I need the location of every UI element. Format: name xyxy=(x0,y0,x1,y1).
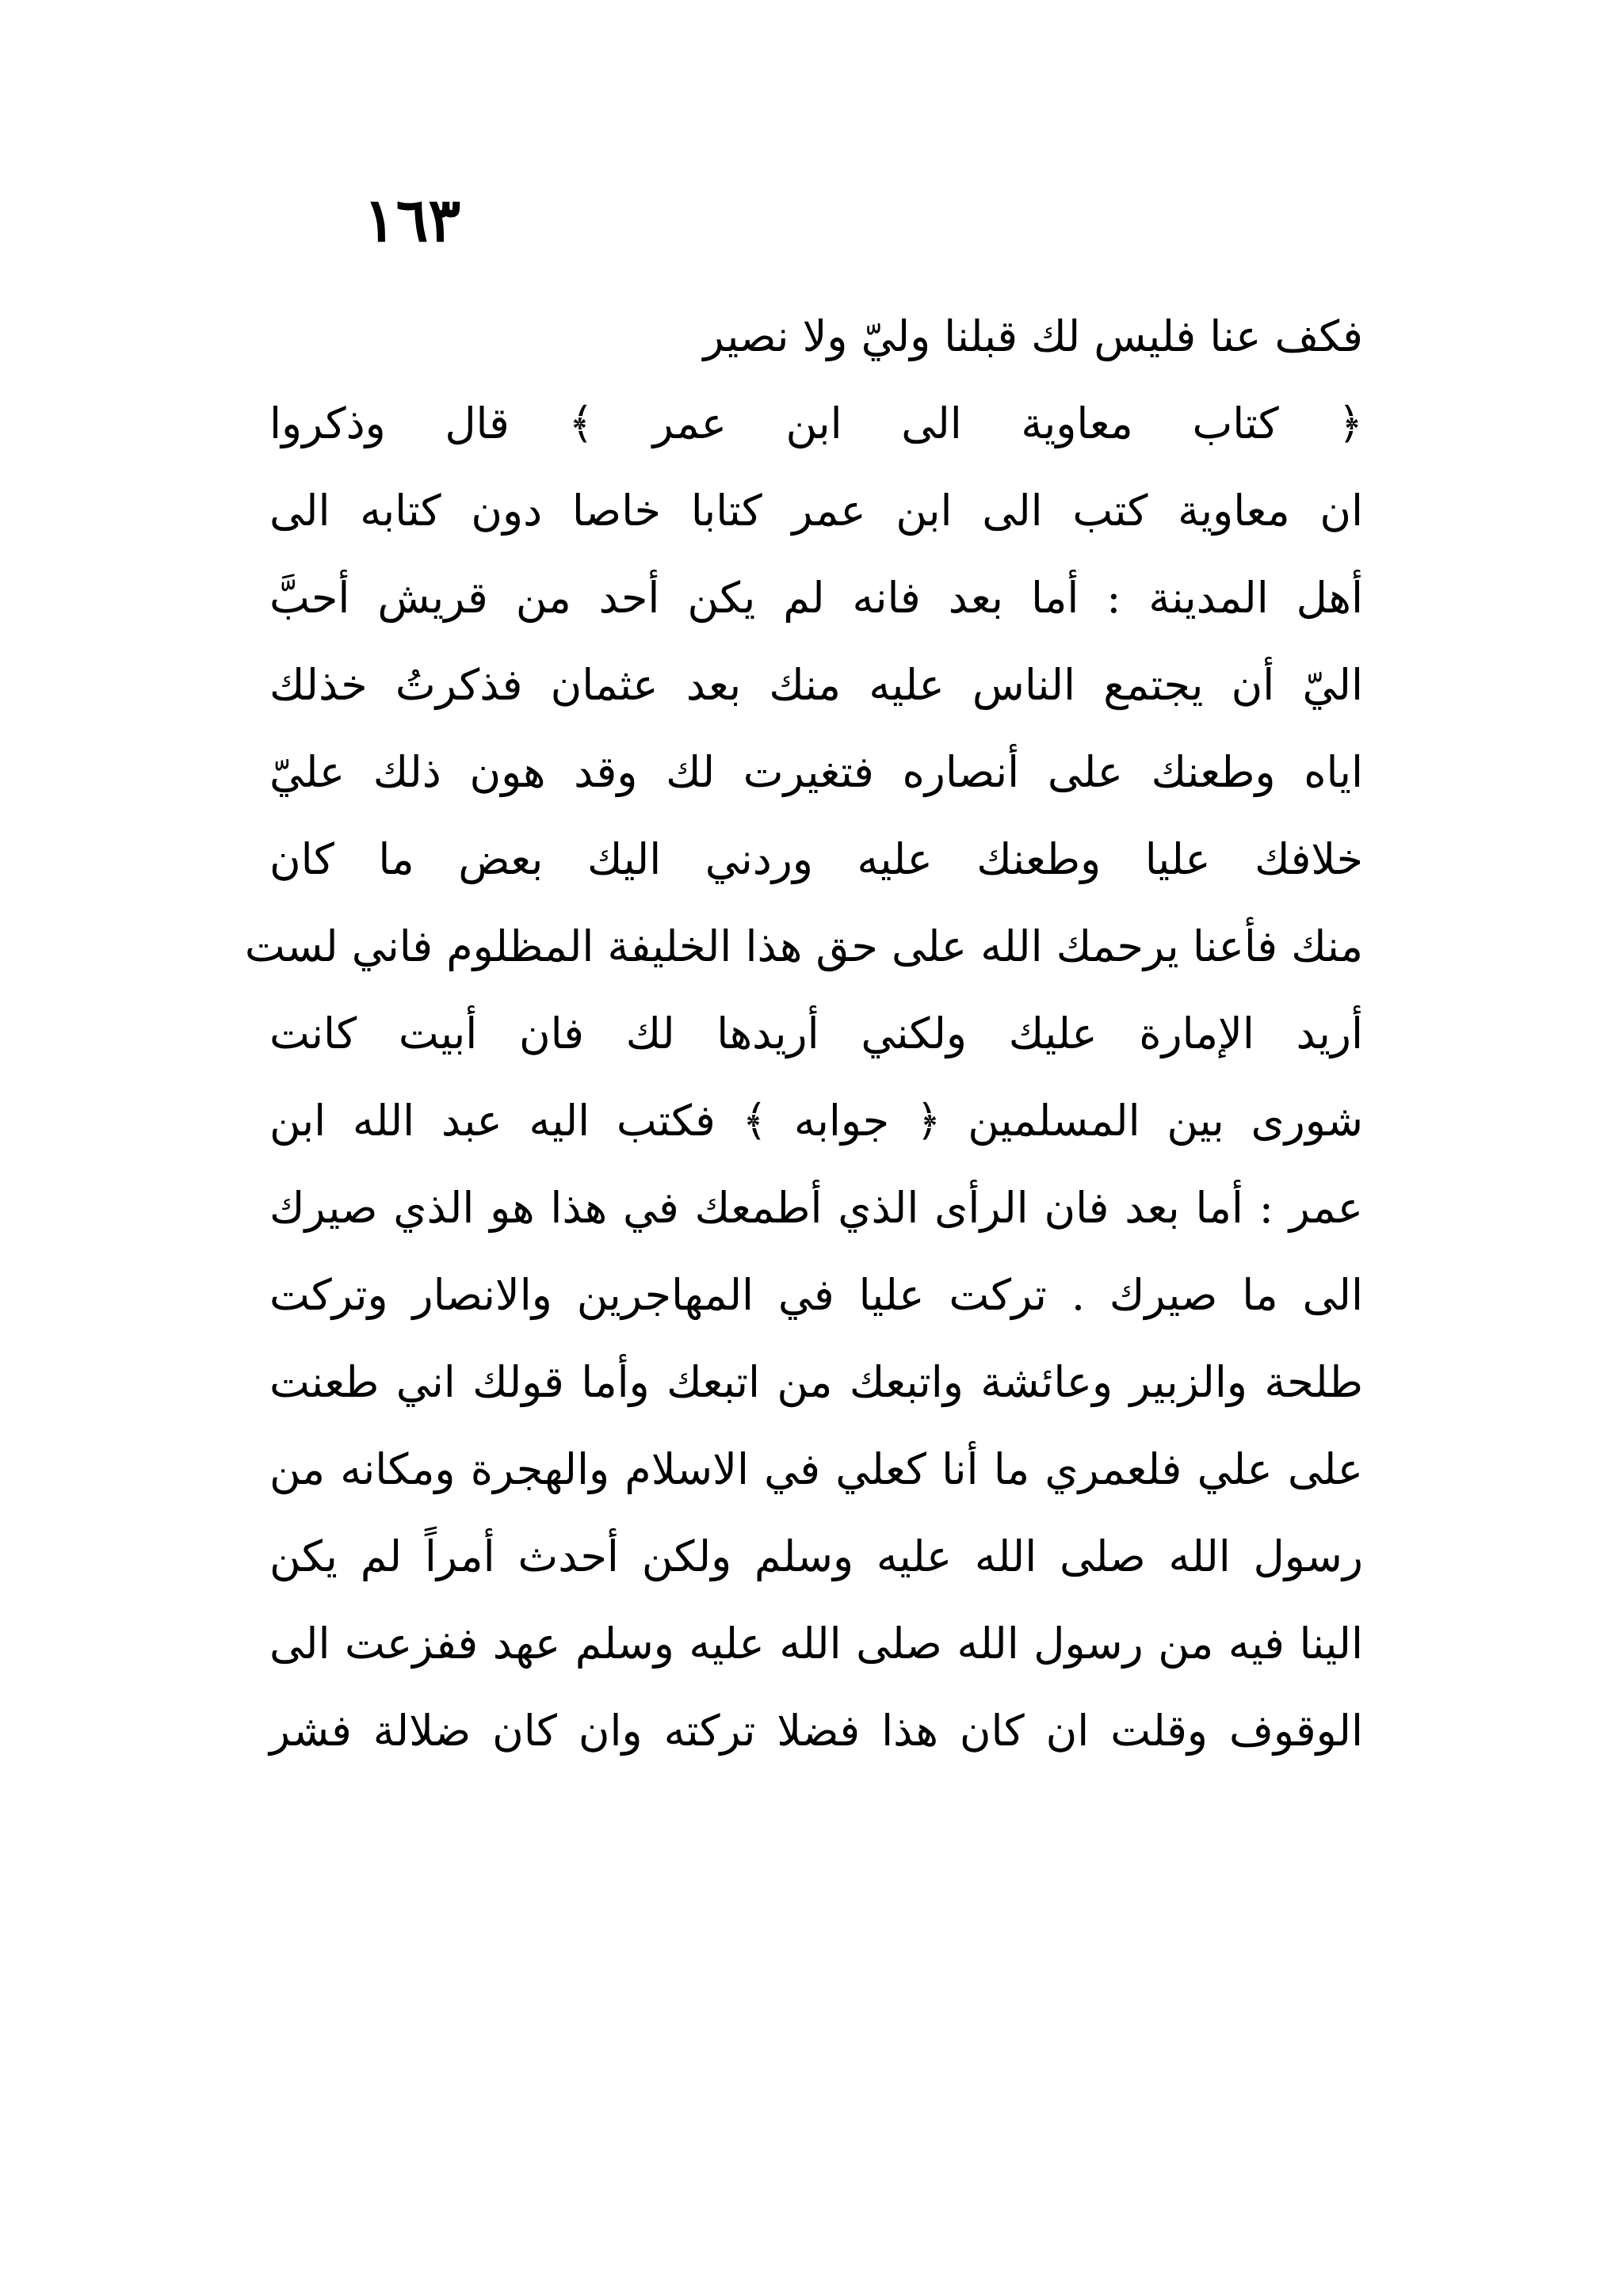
text-line-14: على علي فلعمري ما أنا كعلي في الاسلام والهجرة ومكانه من xyxy=(269,1444,1363,1494)
text-line-6: اياه وطعنك على أنصاره فتغيرت لك وقد هون ذلك عليّ xyxy=(269,747,1363,797)
text-line-10: شورى بين المسلمين ﴿ جوابه ﴾ فكتب اليه عبد الله ابن xyxy=(269,1096,1363,1146)
text-line-13: طلحة والزبير وعائشة واتبعك من اتبعك وأما قولك اني طعنت xyxy=(269,1357,1363,1407)
text-line-16: الينا فيه من رسول الله صلى الله عليه وسلم عهد ففزعت الى xyxy=(269,1619,1363,1669)
text-line-8: منك فأعنا يرحمك الله على حق هذا الخليفة المظلوم فاني لست xyxy=(244,921,1363,971)
text-line-12: الى ما صيرك . تركت عليا في المهاجرين والانصار وتركت xyxy=(269,1270,1363,1320)
text-line-11: عمر : أما بعد فان الرأى الذي أطمعك في هذا هو الذي صيرك xyxy=(269,1183,1363,1233)
text-line-3: ان معاوية كتب الى ابن عمر كتابا خاصا دون كتابه الى xyxy=(269,486,1363,536)
text-line-2: ﴿ كتاب معاوية الى ابن عمر ﴾ قال وذكروا xyxy=(269,399,1363,448)
text-line-7: خلافك عليا وطعنك عليه وردني اليك بعض ما كان xyxy=(269,834,1363,884)
text-line-17: الوقوف وقلت ان كان هذا فضلا تركته وان كان ضلالة فشر xyxy=(269,1706,1363,1756)
text-line-9: أريد الإمارة عليك ولكني أريدها لك فان أبيت كانت xyxy=(269,1009,1363,1058)
page-number: ١٦٣ xyxy=(363,185,461,255)
body-text xyxy=(244,293,1363,1775)
text-line-1: فكف عنا فليس لك قبلنا وليّ ولا نصير xyxy=(703,311,1363,361)
text-line-4: أهل المدينة : أما بعد فانه لم يكن أحد من قريش أحبَّ xyxy=(269,573,1363,623)
text-line-5: اليّ أن يجتمع الناس عليه منك بعد عثمان فذكرتُ خذلك xyxy=(269,660,1363,710)
text-line-15: رسول الله صلى الله عليه وسلم ولكن أحدث أمراً لم يكن xyxy=(269,1531,1363,1581)
